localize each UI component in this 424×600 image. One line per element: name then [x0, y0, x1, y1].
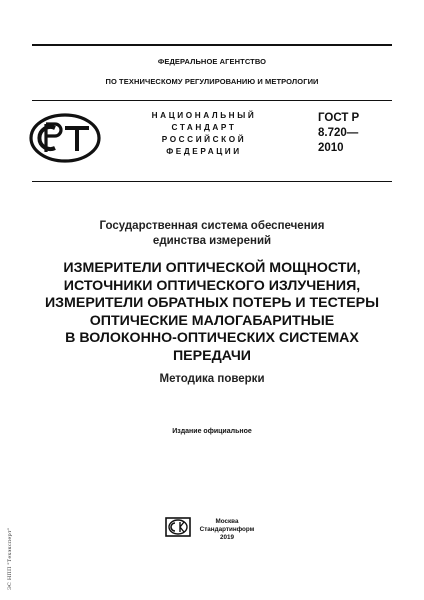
series-title — [0, 219, 424, 249]
top-rule — [32, 44, 392, 46]
vertical-watermark: ЭС НПП "Техэксперт" — [7, 527, 13, 590]
title-line: ОПТИЧЕСКИЕ МАЛОГАБАРИТНЫЕ — [89, 312, 335, 329]
rst-emblem-icon — [29, 113, 101, 163]
national-standard-label — [140, 110, 268, 158]
gost-line: 8.720— — [318, 127, 359, 139]
gost-logo — [29, 113, 101, 163]
gost-line: 2010 — [318, 142, 344, 154]
edition-label: Издание официальное — [172, 428, 252, 435]
header-divider — [32, 100, 392, 101]
series-line: единства измерений — [152, 235, 272, 247]
national-line: РОССИЙСКОЙ — [161, 135, 247, 144]
publisher-info — [192, 518, 262, 542]
gost-line: ГОСТ Р — [318, 112, 360, 124]
agency-subtitle: ПО ТЕХНИЧЕСКОМУ РЕГУЛИРОВАНИЮ И МЕТРОЛОГИИ — [105, 77, 319, 86]
publisher-city: Москва — [215, 518, 239, 525]
document-subtitle: Методика поверки — [159, 373, 265, 385]
agency-name: ФЕДЕРАЛЬНОЕ АГЕНТСТВО — [157, 57, 267, 66]
series-line: Государственная система обеспечения — [99, 220, 325, 232]
publisher-name: Стандартинформ — [199, 526, 255, 533]
title-line: ИЗМЕРИТЕЛИ ОБРАТНЫХ ПОТЕРЬ И ТЕСТЕРЫ — [44, 295, 380, 311]
banner-divider — [32, 181, 392, 182]
national-line: ФЕДЕРАЦИИ — [166, 147, 242, 156]
title-line: ИЗМЕРИТЕЛИ ОПТИЧЕСКОЙ МОЩНОСТИ, — [63, 260, 361, 276]
publisher-logo — [165, 517, 191, 537]
title-line: В ВОЛОКОННО-ОПТИЧЕСКИХ СИСТЕМАХ — [65, 330, 359, 346]
title-line: ПЕРЕДАЧИ — [172, 347, 252, 364]
gost-number — [318, 111, 359, 156]
national-line: НАЦИОНАЛЬНЫЙ — [151, 111, 257, 120]
publisher-year: 2019 — [219, 534, 234, 541]
document-title — [0, 260, 424, 365]
title-line: ИСТОЧНИКИ ОПТИЧЕСКОГО ИЗЛУЧЕНИЯ, — [63, 277, 361, 294]
standartinform-logo-icon — [165, 517, 191, 537]
national-line: СТАНДАРТ — [171, 123, 237, 132]
